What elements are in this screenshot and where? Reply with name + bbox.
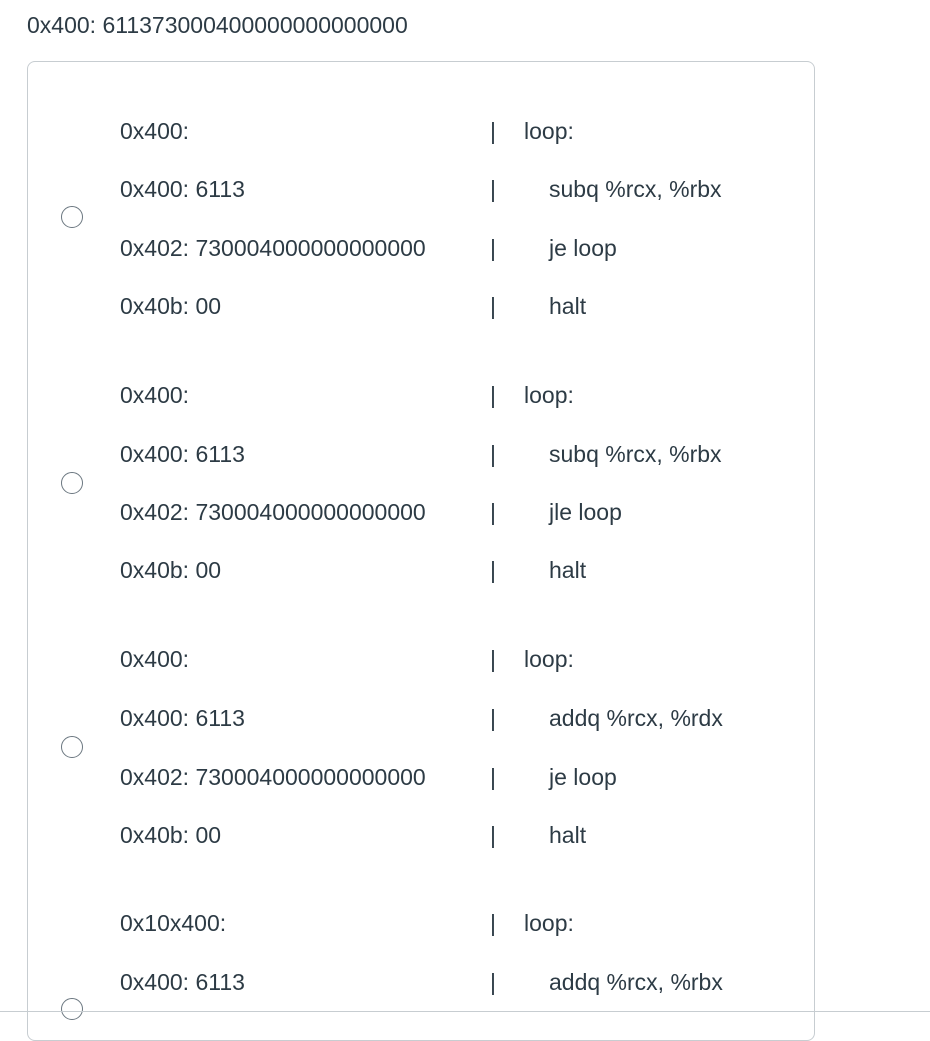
code-row bbox=[28, 908, 815, 938]
answer-radio-2[interactable] bbox=[61, 472, 83, 494]
code-row bbox=[28, 116, 815, 146]
code-separator: | bbox=[490, 118, 496, 144]
code-row bbox=[28, 967, 815, 997]
code-instruction: halt bbox=[549, 822, 587, 848]
code-row bbox=[28, 291, 815, 321]
answer-options-panel bbox=[27, 61, 815, 1041]
code-separator: | bbox=[490, 705, 496, 731]
code-instruction: subq %rcx, %rbx bbox=[549, 176, 722, 202]
code-row bbox=[28, 439, 815, 469]
code-separator: | bbox=[490, 176, 496, 202]
code-instruction: addq %rcx, %rdx bbox=[549, 705, 723, 731]
code-instruction: subq %rcx, %rbx bbox=[549, 441, 722, 467]
code-address: 0x400: 6113 bbox=[120, 969, 245, 995]
code-instruction: loop: bbox=[524, 910, 574, 936]
code-row bbox=[28, 820, 815, 850]
code-address: 0x10x400: bbox=[120, 910, 227, 936]
code-address: 0x400: bbox=[120, 118, 190, 144]
code-separator: | bbox=[490, 235, 496, 261]
code-separator: | bbox=[490, 557, 496, 583]
code-address: 0x40b: 00 bbox=[120, 557, 222, 583]
code-row bbox=[28, 644, 815, 674]
code-row bbox=[28, 380, 815, 410]
scroll-divider bbox=[0, 1011, 930, 1012]
code-address: 0x400: 6113 bbox=[120, 705, 245, 731]
code-address: 0x400: 6113 bbox=[120, 176, 245, 202]
code-instruction: loop: bbox=[524, 646, 574, 672]
question-text: 0x400: 611373000400000000000000 bbox=[27, 12, 408, 38]
code-instruction: halt bbox=[549, 293, 587, 319]
answer-option-2[interactable] bbox=[28, 326, 815, 590]
answer-option-3[interactable] bbox=[28, 590, 815, 854]
code-instruction: addq %rcx, %rbx bbox=[549, 969, 723, 995]
code-instruction: loop: bbox=[524, 382, 574, 408]
code-address: 0x400: bbox=[120, 646, 190, 672]
code-separator: | bbox=[490, 441, 496, 467]
code-row bbox=[28, 762, 815, 792]
code-separator: | bbox=[490, 822, 496, 848]
code-separator: | bbox=[490, 764, 496, 790]
code-address: 0x402: 730004000000000000 bbox=[120, 499, 426, 525]
code-address: 0x400: 6113 bbox=[120, 441, 245, 467]
code-row bbox=[28, 497, 815, 527]
code-address: 0x402: 730004000000000000 bbox=[120, 764, 426, 790]
answer-option-4[interactable] bbox=[28, 854, 815, 1041]
answer-radio-1[interactable] bbox=[61, 206, 83, 228]
code-row bbox=[28, 174, 815, 204]
code-address: 0x40b: 00 bbox=[120, 822, 222, 848]
code-row bbox=[28, 555, 815, 585]
code-instruction: loop: bbox=[524, 118, 574, 144]
code-address: 0x400: bbox=[120, 382, 190, 408]
code-separator: | bbox=[490, 969, 496, 995]
code-address: 0x40b: 00 bbox=[120, 293, 222, 319]
answer-radio-4[interactable] bbox=[61, 998, 83, 1020]
answer-option-1[interactable] bbox=[28, 62, 815, 326]
code-instruction: halt bbox=[549, 557, 587, 583]
code-instruction: je loop bbox=[549, 764, 617, 790]
code-separator: | bbox=[490, 293, 496, 319]
answer-radio-3[interactable] bbox=[61, 736, 83, 758]
code-address: 0x402: 730004000000000000 bbox=[120, 235, 426, 261]
code-separator: | bbox=[490, 382, 496, 408]
code-row bbox=[28, 703, 815, 733]
code-separator: | bbox=[490, 646, 496, 672]
code-instruction: jle loop bbox=[549, 499, 622, 525]
code-separator: | bbox=[490, 499, 496, 525]
code-instruction: je loop bbox=[549, 235, 617, 261]
code-row bbox=[28, 233, 815, 263]
code-separator: | bbox=[490, 910, 496, 936]
